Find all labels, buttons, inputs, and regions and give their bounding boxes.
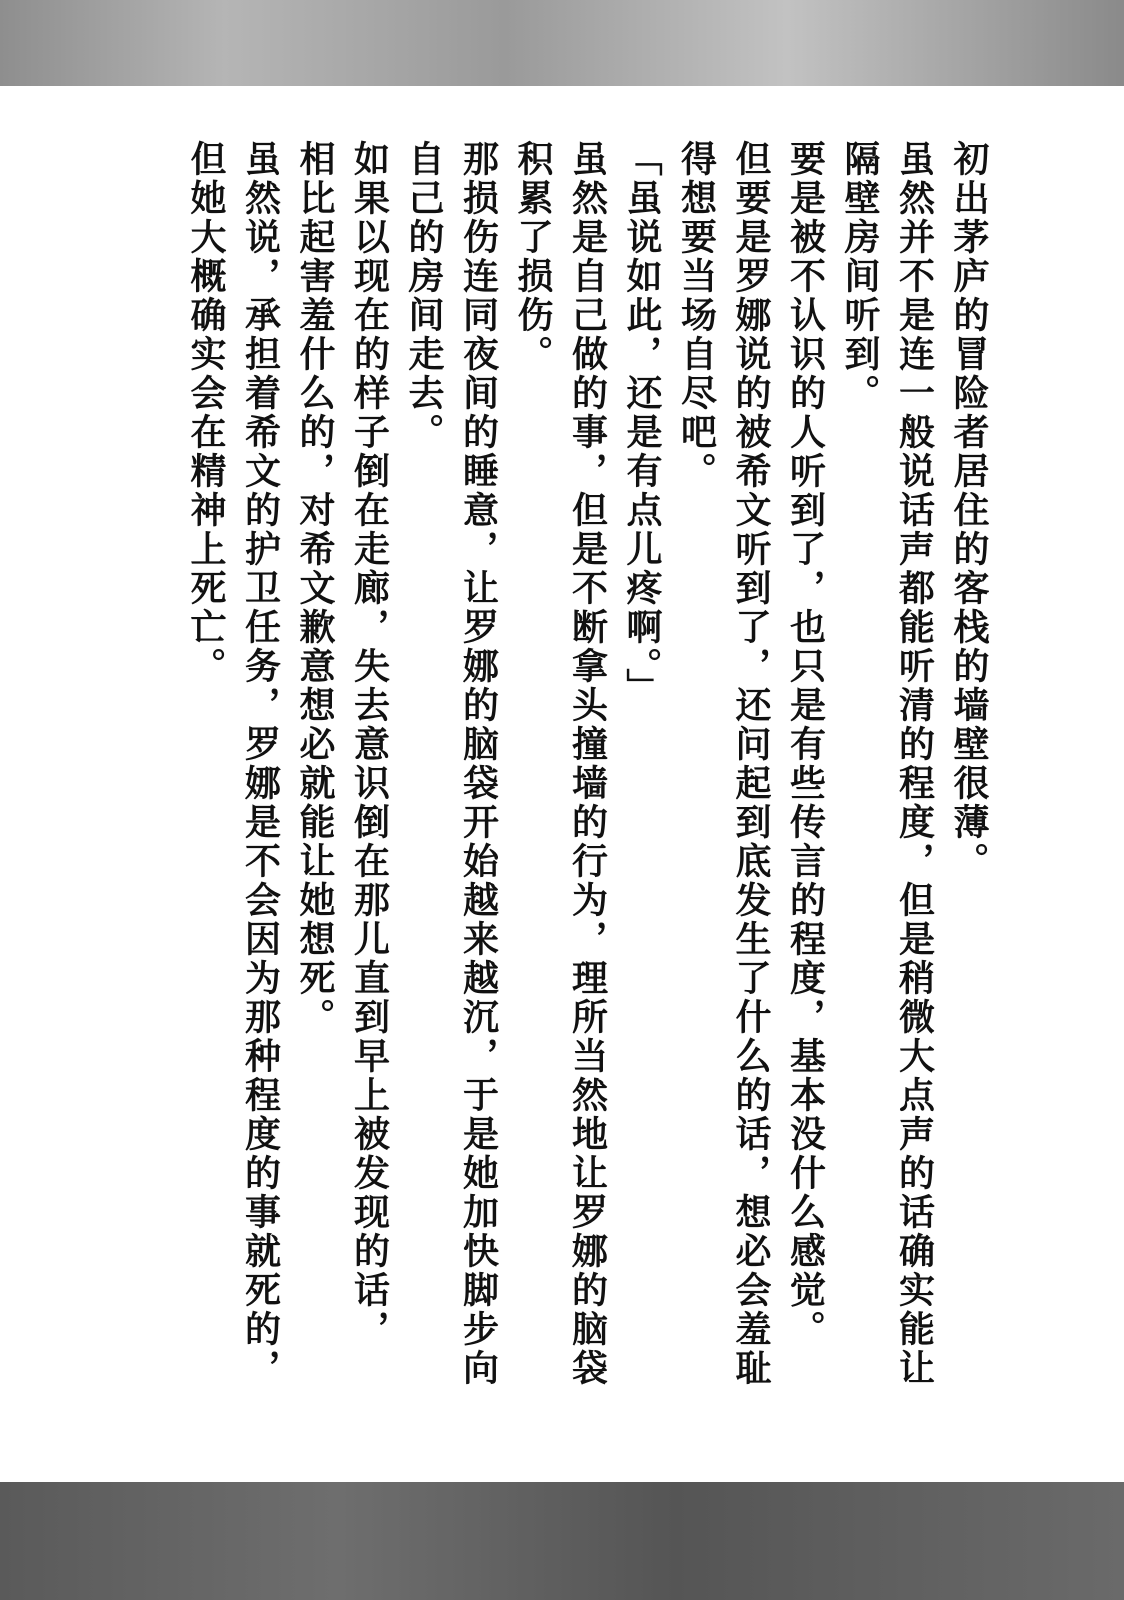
text-line: 自己的房间走去。 [403, 140, 445, 452]
text-line: 积累了损伤。 [512, 140, 554, 374]
text-line: 如果以现在的样子倒在走廊，失去意识倒在那儿直到早上被发现的话， [348, 140, 391, 1349]
text-line: 「虽说如此，还是有点儿疼啊。」 [621, 140, 663, 707]
text-line: 虽然是自己做的事，但是不断拿头撞墙的行为，理所当然地让罗娜的脑袋 [566, 140, 609, 1388]
bottom-background-band [0, 1482, 1124, 1600]
text-line: 但她大概确实会在精神上死亡。 [185, 140, 227, 686]
text-line: 虽然说，承担着希文的护卫任务，罗娜是不会因为那种程度的事就死的， [239, 140, 282, 1388]
text-line: 那损伤连同夜间的睡意，让罗娜的脑袋开始越来越沉，于是她加快脚步向 [457, 140, 500, 1388]
text-line: 初出茅庐的冒险者居住的客栈的墙壁很薄。 [948, 140, 990, 881]
text-line: 隔壁房间听到。 [839, 140, 881, 413]
text-line: 但要是罗娜说的被希文听到了，还问起到底发生了什么的话，想必会羞耻 [730, 140, 772, 1388]
text-line: 相比起害羞什么的，对希文歉意想必就能让她想死。 [294, 140, 336, 1037]
text-line: 得想要当场自尽吧。 [675, 140, 718, 491]
text-line: 虽然并不是连一般说话声都能听清的程度，但是稍微大点声的话确实能让 [893, 140, 936, 1388]
top-background-band [0, 0, 1124, 86]
page-text [179, 140, 997, 1460]
text-line: 要是被不认识的人听到了，也只是有些传言的程度，基本没什么感觉。 [784, 140, 827, 1349]
